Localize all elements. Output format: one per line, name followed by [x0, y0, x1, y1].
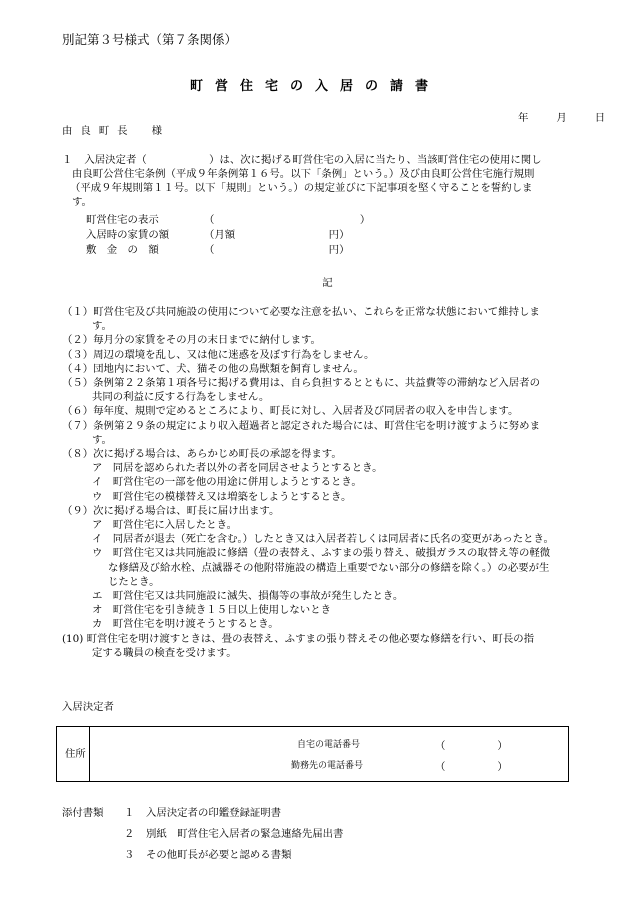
pledge-item: 定する職員の検査を受けます。 — [92, 646, 237, 659]
attachment-num-2: ２ — [124, 828, 135, 840]
pledge-item: ア 同居を認められた者以外の者を同居させようとするとき。 — [92, 462, 383, 475]
pledge-item: （６）毎年度、規則で定めるところにより、町長に対し、入居者及び同居者の収入を申告します。 — [62, 405, 519, 418]
pledge-item: (10) 町営住宅を明け渡すときは、畳の表替え、ふすまの張り替えその他必要な修繕を行い、町長の指 — [62, 632, 535, 645]
pledge-item: イ 町営住宅の一部を他の用途に併用しようとするとき。 — [92, 476, 362, 489]
pledge-item: （７）条例第２９条の規定により収入超過者と認定された場合には、町営住宅を明け渡すように努めま — [62, 419, 540, 432]
field-deposit-label: 敷 金 の 額 — [86, 244, 159, 256]
pledge-item: な修繕及び給水栓、点滅器その他附帯施設の構造上重要でない部分の修繕を除く。）の必要が生 — [108, 561, 550, 574]
attachment-num-1: １ — [124, 807, 135, 819]
pledge-item: （８）次に掲げる場合は、あらかじめ町長の承認を得ます。 — [62, 448, 342, 461]
paragraph-line-3: （平成９年規則第１１号。以下「規則」という。）の規定並びに下記事項を堅く守ることを誓約しま — [70, 182, 533, 194]
date-month: 月 — [556, 112, 567, 124]
pledge-item: カ 町営住宅を明け渡そうとするとき。 — [92, 618, 279, 631]
attachment-text-1: 入居決定者の印鑑登録証明書 — [146, 807, 282, 819]
work-phone-label: 勤務先の電話番号 — [291, 761, 364, 771]
pledge-item: ウ 町営住宅又は共同施設に修繕（畳の表替え、ふすまの張り替え、破損ガラスの取替え等の軽微 — [92, 547, 551, 560]
ki-heading: 記 — [322, 277, 333, 289]
pledge-item: イ 同居者が退去（死亡を含む。）したとき又は入居者若しくは同居者に氏名の変更があったとき。 — [92, 533, 554, 546]
attachments — [62, 806, 462, 866]
pledge-paragraph — [62, 153, 610, 213]
date-day: 日 — [594, 112, 606, 124]
pledge-item: エ 町営住宅又は共同施設に滅失、損傷等の事故が発生したとき。 — [92, 590, 404, 603]
pledge-item: （９）次に掲げる場合は、町長に届け出ます。 — [62, 504, 280, 517]
form-label: 別記第３号様式（第７条関係） — [62, 32, 238, 47]
pledge-items — [62, 305, 612, 660]
attachment-text-3: その他町長が必要と認める書類 — [146, 849, 292, 861]
attachment-num-3: ３ — [124, 849, 135, 861]
pledge-item: オ 町営住宅を引き続き１５日以上使用しないとき — [92, 604, 331, 617]
date-year: 年 — [518, 112, 529, 124]
addressee-honorific: 様 — [151, 125, 170, 137]
pledge-item: （２）毎月分の家賃をその月の末日までに納付します。 — [62, 334, 321, 347]
addressee — [62, 124, 170, 138]
paragraph-line-4: す。 — [72, 196, 92, 208]
housing-fields — [86, 213, 386, 261]
field-rent-value: （月額 円） — [204, 229, 350, 241]
pledge-item: す。 — [92, 433, 112, 446]
address-divider — [89, 727, 90, 781]
field-housing-label: 町営住宅の表示 — [86, 214, 159, 226]
attachments-label: 添付書類 — [62, 807, 104, 819]
address-box — [56, 726, 569, 782]
paragraph-line-1: 入居決定者（ ）は、次に掲げる町営住宅の入居に当たり、当該町営住宅の使用に関し — [84, 154, 542, 166]
address-label: 住所 — [65, 748, 86, 760]
pledge-item: す。 — [92, 320, 112, 333]
pledge-item: （５）条例第２２条第１項各号に掲げる費用は、自ら負担するとともに、共益費等の滞納など入居者の — [62, 377, 540, 390]
field-deposit-value: （ 円） — [204, 244, 350, 256]
pledge-item: （３）周辺の環境を乱し、又は他に迷惑を及ぼす行為をしません。 — [62, 348, 375, 361]
document-title: 町営住宅の入居の請書 — [189, 79, 440, 94]
attachment-text-2: 別紙 町営住宅入居者の緊急連絡先届出書 — [146, 828, 344, 840]
paragraph-number: １ — [62, 154, 73, 166]
pledge-item: じたとき。 — [108, 575, 160, 588]
home-phone-label: 自宅の電話番号 — [297, 740, 361, 750]
pledge-item: （４）団地内において、犬、猫その他の鳥獣類を飼育しません。 — [62, 362, 364, 375]
addressee-name: 由良町長 — [62, 125, 136, 137]
field-rent-label: 入居時の家賃の額 — [86, 229, 170, 241]
resident-label: 入居決定者 — [62, 701, 114, 713]
field-housing-value: （ ） — [204, 214, 371, 226]
pledge-item: （１）町営住宅及び共同施設の使用について必要な注意を払い、これらを正常な状態において維持しま — [62, 306, 540, 318]
pledge-item: ア 町営住宅に入居したとき。 — [92, 519, 238, 532]
pledge-item: 共同の利益に反する行為をしません。 — [92, 391, 270, 404]
date-line — [518, 111, 605, 125]
home-phone-value[interactable]: （ ） — [435, 740, 508, 752]
work-phone-value[interactable]: （ ） — [435, 761, 508, 773]
paragraph-line-2: 由良町公営住宅条例（平成９年条例第１６号。以下「条例」という。）及び由良町公営住宅施行規則 — [72, 168, 535, 180]
pledge-item: ウ 町営住宅の模様替え又は増築をしようとするとき。 — [92, 490, 352, 503]
